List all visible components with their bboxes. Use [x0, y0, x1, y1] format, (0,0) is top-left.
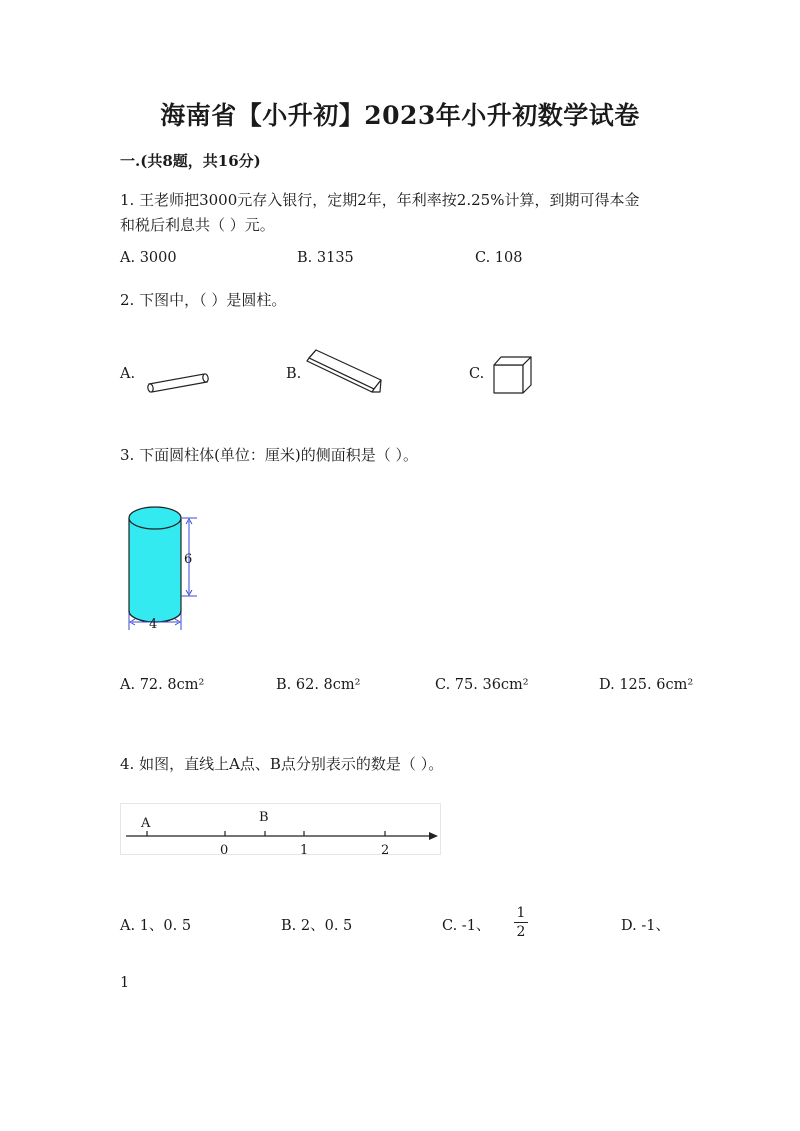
fraction-one-half: [514, 906, 528, 939]
diameter-label: 4: [149, 617, 158, 632]
point-b-label: B: [259, 810, 269, 825]
cube-figure: [491, 354, 535, 396]
height-label: 6: [184, 552, 193, 567]
tick-label-2: 2: [381, 843, 390, 858]
fraction-denominator: 2: [516, 924, 526, 940]
fraction-numerator: 1: [516, 905, 526, 921]
section-heading: 一.(共8题，共16分): [120, 152, 261, 170]
q1-option-c: C. 108: [475, 250, 523, 266]
q4-option-a: A. 1、0. 5: [120, 918, 192, 934]
cylinder-figure: [120, 490, 210, 635]
triangular-prism-figure: [302, 346, 388, 396]
q2-option-b: B.: [286, 366, 302, 382]
q4-option-b: B. 2、0. 5: [281, 918, 353, 934]
number-line-figure: [120, 803, 442, 859]
tick-label-1: 1: [300, 843, 309, 858]
q3-option-c: C. 75. 36cm²: [435, 677, 529, 693]
question-1-line-1: 1. 王老师把3000元存入银行，定期2年，年利率按2.25%计算，到期可得本金: [120, 191, 640, 209]
q4-option-d: D. -1、: [621, 918, 670, 934]
point-a-label: A: [141, 816, 151, 831]
tick-label-0: 0: [220, 843, 229, 858]
q1-option-b: B. 3135: [297, 250, 354, 266]
q2-option-a: A.: [120, 366, 136, 382]
rod-cylinder-figure: [140, 370, 212, 398]
q1-option-a: A. 3000: [120, 250, 177, 266]
question-4-text: 4. 如图，直线上A点、B点分别表示的数是（ ）。: [120, 755, 444, 773]
q2-option-c: C.: [469, 366, 485, 382]
question-2-text: 2. 下图中，（ ）是圆柱。: [120, 291, 287, 309]
q3-option-b: B. 62. 8cm²: [276, 677, 361, 693]
q3-option-d: D. 125. 6cm²: [599, 677, 694, 693]
q4-option-c: C. -1、: [442, 918, 491, 934]
question-3-text: 3. 下面圆柱体(单位：厘米)的侧面积是（ ）。: [120, 446, 419, 464]
question-1-line-2: 和税后利息共（ ）元。: [120, 216, 275, 234]
q3-option-a: A. 72. 8cm²: [120, 677, 205, 693]
q4-option-d-continuation: 1: [120, 975, 130, 991]
page-title: 海南省【小升初】2023年小升初数学试卷: [160, 101, 640, 130]
